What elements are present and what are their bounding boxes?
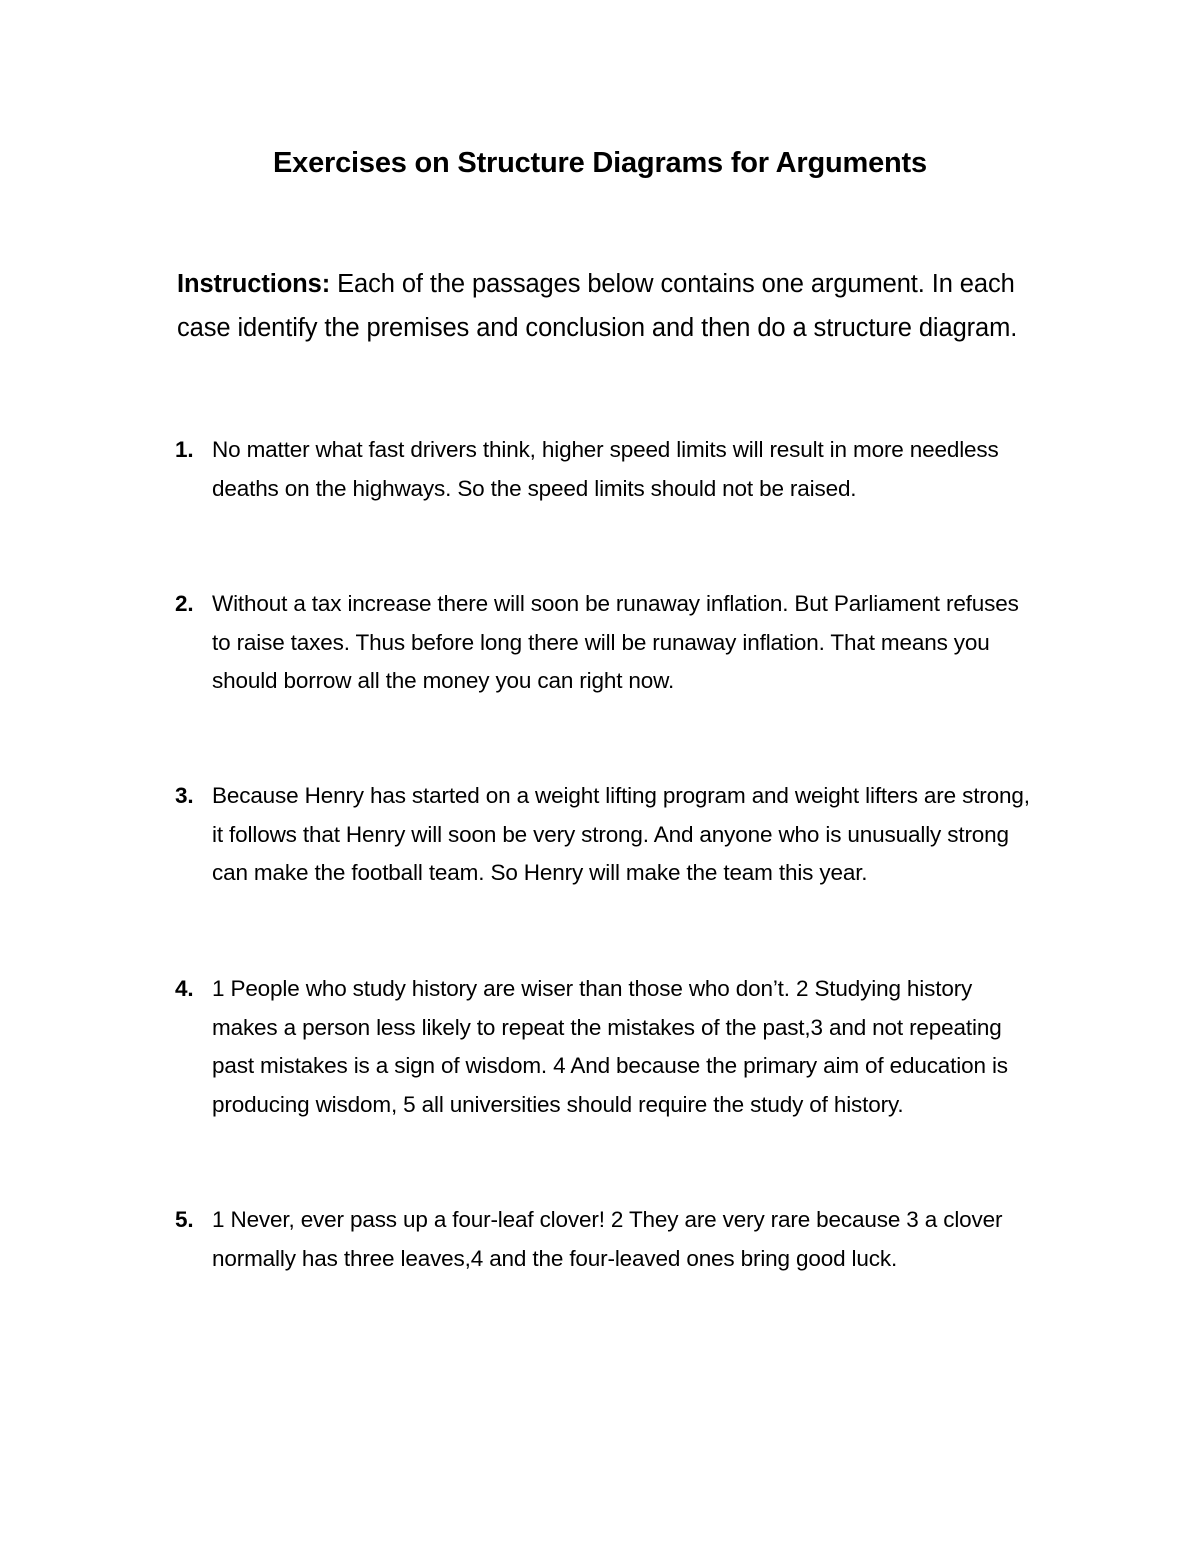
instructions-text: Each of the passages below contains one argument. In each case identify the premises and conclusion and then do a structure diagram.: [177, 270, 1018, 342]
instructions-label: Instructions:: [177, 270, 331, 298]
exercise-text: Because Henry has started on a weight lifting program and weight lifters are strong, it follows that Henry will soon be very strong. And anyone who is unusually strong can make the football team. So Henry will make the team this year.: [212, 783, 1030, 885]
exercise-number: 2.: [175, 591, 194, 616]
instructions-paragraph: [177, 262, 1037, 350]
exercise-item-2: [175, 585, 1035, 701]
exercise-item-4: [175, 970, 1035, 1124]
page-title: Exercises on Structure Diagrams for Arguments: [273, 147, 927, 179]
exercise-item-3: [175, 777, 1035, 893]
exercise-number: 3.: [175, 783, 194, 808]
exercise-text: 1 Never, ever pass up a four-leaf clover! 2 They are very rare because 3 a clover normally has three leaves,4 and the four-leaved ones bring good luck.: [212, 1207, 1003, 1271]
exercise-text: 1 People who study history are wiser than those who don’t. 2 Studying history makes a person less likely to repeat the mistakes of the past,3 and not repeating past mistakes is a sign of wisdom. 4 And because the primary aim of education is producing wisdom, 5 all universities should require the study of history.: [212, 976, 1008, 1117]
exercise-number: 1.: [175, 437, 194, 462]
exercise-text: No matter what fast drivers think, higher speed limits will result in more needless deaths on the highways. So the speed limits should not be raised.: [212, 437, 999, 501]
exercise-number: 4.: [175, 976, 194, 1001]
exercise-item-5: [175, 1201, 1035, 1278]
exercise-text: Without a tax increase there will soon be runaway inflation. But Parliament refuses to raise taxes. Thus before long there will be runaway inflation. That means you should borrow all the money you can right now.: [212, 591, 1019, 693]
exercise-item-1: [175, 431, 1035, 508]
exercise-number: 5.: [175, 1207, 194, 1232]
